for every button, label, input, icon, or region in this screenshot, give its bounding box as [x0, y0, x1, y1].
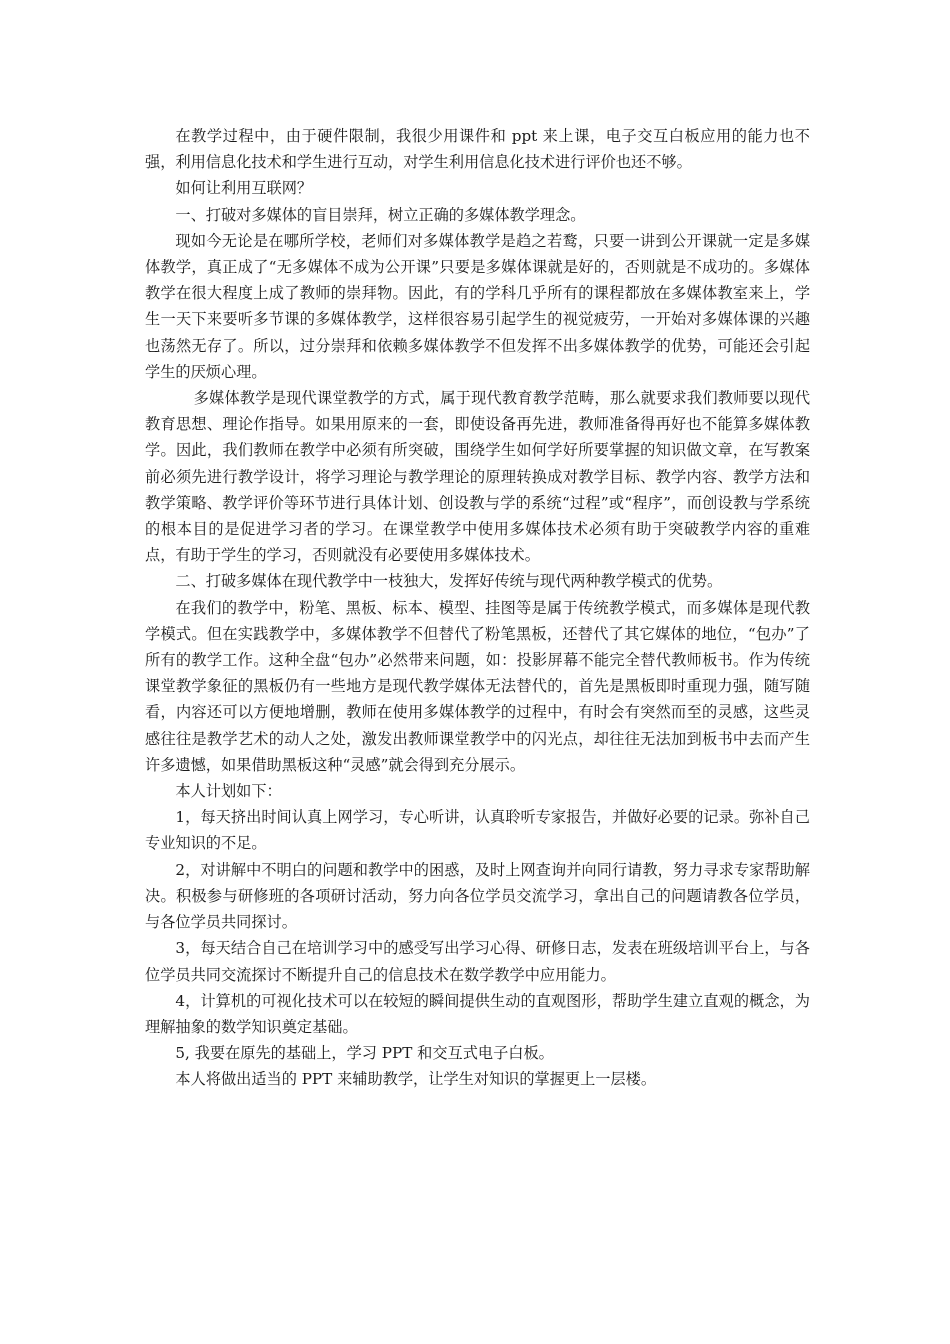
section-heading-2: 二、打破多媒体在现代教学中一枝独大，发挥好传统与现代两种教学模式的优势。 — [175, 572, 723, 591]
paragraph-question: 如何让利用互联网？ — [175, 179, 313, 198]
document-body — [145, 123, 810, 1093]
plan-item-1: 1，每天挤出时间认真上网学习，专心听讲，认真聆听专家报告，并做好必要的记录。弥补自己专业知识的不足。 — [145, 808, 810, 853]
plan-heading: 本人计划如下： — [175, 782, 282, 801]
plan-item-3: 3，每天结合自己在培训学习中的感受写出学习心得、研修日志，发表在班级培训平台上，与各位学员共同交流探讨不断提升自己的信息技术在数学教学中应用能力。 — [145, 939, 810, 984]
section-heading-1: 一、打破对多媒体的盲目崇拜，树立正确的多媒体教学理念。 — [175, 205, 586, 224]
plan-item-2: 2，对讲解中不明白的问题和教学中的困惑，及时上网查询并向同行请教，努力寻求专家帮助解决。积极参与研修班的各项研讨活动，努力向各位学员交流学习，拿出自己的问题请教各位学员，与各位学员共同探讨。 — [145, 860, 810, 932]
paragraph-section-1-b: 多媒体教学是现代课堂教学的方式，属于现代教育教学范畴，那么就要求我们教师要以现代教育思想、理论作指导。如果用原来的一套，即使设备再先进，教师准备得再好也不能算多媒体教学。因此，我们教师在教学中必须有所突破，围绕学生如何学好所要掌握的知识做文章，在写教案前必须先进行教学设计，将学习理论与教学理论的原理转换成对教学目标、教学内容、教学方法和教学策略、教学评价等环节进行具体计划、创设教与学的系统“过程”或“程序”，而创设教与学系统的根本目的是促进学习者的学习。在课堂教学中使用多媒体技术必须有助于突破教学内容的重难点，有助于学生的学习，否则就没有必要使用多媒体技术。 — [145, 389, 810, 565]
paragraph-intro: 在教学过程中，由于硬件限制，我很少用课件和 ppt 来上课，电子交互白板应用的能力也不强，利用信息化技术和学生进行互动，对学生利用信息化技术进行评价也还不够。 — [145, 127, 810, 172]
paragraph-conclusion: 本人将做出适当的 PPT 来辅助教学，让学生对知识的掌握更上一层楼。 — [175, 1070, 657, 1089]
paragraph-section-2: 在我们的教学中，粉笔、黑板、标本、模型、挂图等是属于传统教学模式，而多媒体是现代教学模式。但在实践教学中，多媒体教学不但替代了粉笔黑板，还替代了其它媒体的地位，“包办”了所有的教学工作。这种全盘“包办”必然带来问题，如：投影屏幕不能完全替代教师板书。作为传统课堂教学象征的黑板仍有一些地方是现代教学媒体无法替代的，首先是黑板即时重现力强，随写随看，内容还可以方便地增删，教师在使用多媒体教学的过程中，有时会有突然而至的灵感，这些灵感往往是教学艺术的动人之处，激发出教师课堂教学中的闪光点，却往往无法加到板书中去而产生许多遗憾，如果借助黑板这种“灵感”就会得到充分展示。 — [145, 598, 810, 774]
plan-item-4: 4，计算机的可视化技术可以在较短的瞬间提供生动的直观图形，帮助学生建立直观的概念，为理解抽象的数学知识奠定基础。 — [145, 991, 810, 1036]
plan-item-5: 5, 我要在原先的基础上，学习 PPT 和交互式电子白板。 — [175, 1044, 554, 1063]
paragraph-section-1-a: 现如今无论是在哪所学校，老师们对多媒体教学是趋之若鹜，只要一讲到公开课就一定是多媒体教学，真正成了“无多媒体不成为公开课”只要是多媒体课就是好的，否则就是不成功的。多媒体教学在很大程度上成了教师的崇拜物。因此，有的学科几乎所有的课程都放在多媒体教室来上，学生一天下来要听多节课的多媒体教学，这样很容易引起学生的视觉疲劳，一开始对多媒体课的兴趣也荡然无存了。所以，过分崇拜和依赖多媒体教学不但发挥不出多媒体教学的优势，可能还会引起学生的厌烦心理。 — [145, 231, 810, 381]
